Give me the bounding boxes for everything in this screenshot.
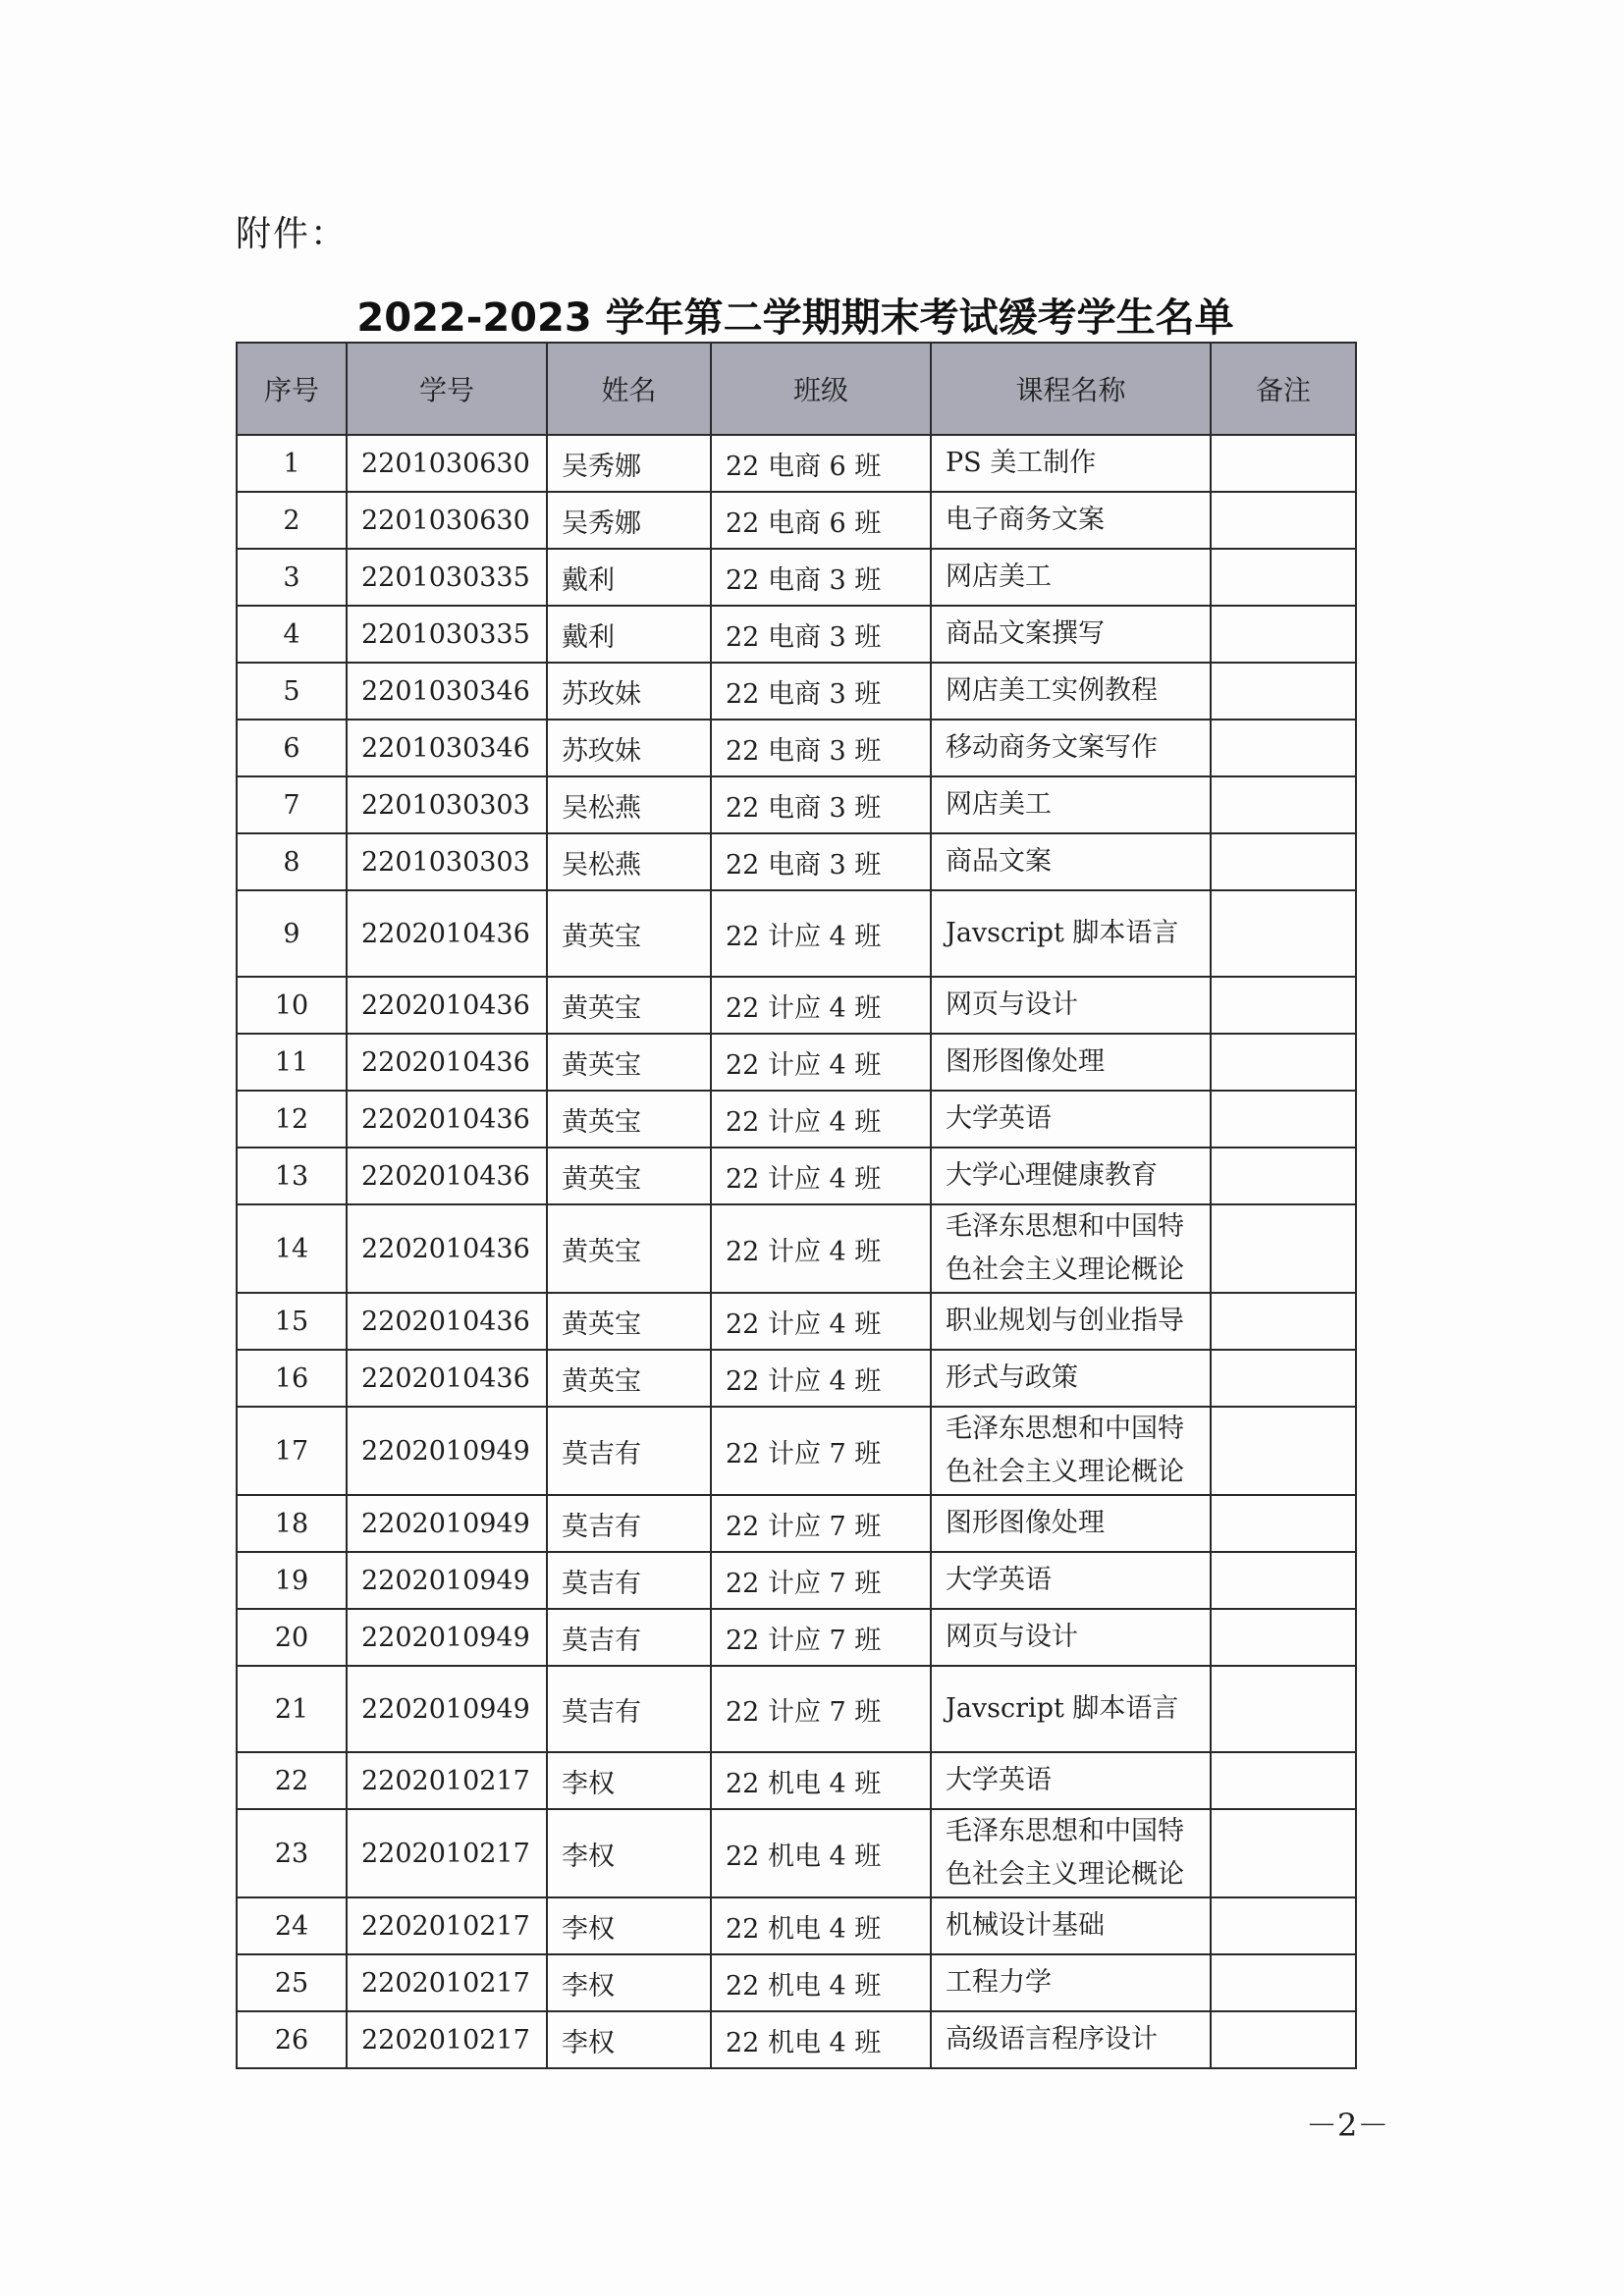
- cell-class: 22 计应 7 班: [711, 1495, 931, 1552]
- cell-class: 22 计应 4 班: [711, 1091, 931, 1148]
- cell-student-id: 2202010949: [347, 1609, 547, 1666]
- cell-course: 移动商务文案写作: [931, 720, 1211, 776]
- cell-class: 22 电商 6 班: [711, 492, 931, 549]
- cell-seq: 3: [237, 549, 347, 606]
- cell-remark: [1211, 435, 1356, 492]
- cell-course: 网店美工: [931, 549, 1211, 606]
- cell-name: 吴秀娜: [547, 492, 711, 549]
- cell-course: Javscript 脚本语言: [931, 890, 1211, 977]
- cell-seq: 12: [237, 1091, 347, 1148]
- cell-name: 李权: [547, 2011, 711, 2068]
- cell-seq: 9: [237, 890, 347, 977]
- table-row: [237, 1034, 1356, 1091]
- table-row: [237, 2011, 1356, 2068]
- cell-course: 商品文案撰写: [931, 606, 1211, 663]
- cell-name: 李权: [547, 1897, 711, 1954]
- cell-remark: [1211, 1495, 1356, 1552]
- cell-remark: [1211, 1809, 1356, 1897]
- cell-student-id: 2202010949: [347, 1666, 547, 1752]
- cell-course: 电子商务文案: [931, 492, 1211, 549]
- table-row: [237, 549, 1356, 606]
- cell-course: 网页与设计: [931, 977, 1211, 1034]
- cell-student-id: 2202010436: [347, 1148, 547, 1204]
- header-student-id: 学号: [347, 343, 547, 435]
- cell-course: 毛泽东思想和中国特色社会主义理论概论: [931, 1204, 1211, 1293]
- table-body: [237, 435, 1356, 2068]
- header-course: 课程名称: [931, 343, 1211, 435]
- table-row: [237, 1407, 1356, 1495]
- cell-seq: 11: [237, 1034, 347, 1091]
- cell-course: 网店美工实例教程: [931, 663, 1211, 720]
- table-row: [237, 1204, 1356, 1293]
- cell-student-id: 2201030303: [347, 776, 547, 833]
- table-row: [237, 1897, 1356, 1954]
- table-row: [237, 833, 1356, 890]
- cell-student-id: 2202010436: [347, 1204, 547, 1293]
- cell-course: 大学英语: [931, 1091, 1211, 1148]
- cell-name: 黄英宝: [547, 1350, 711, 1407]
- cell-course: 毛泽东思想和中国特色社会主义理论概论: [931, 1809, 1211, 1897]
- cell-student-id: 2202010949: [347, 1407, 547, 1495]
- cell-class: 22 计应 7 班: [711, 1407, 931, 1495]
- cell-student-id: 2202010217: [347, 1897, 547, 1954]
- cell-name: 吴松燕: [547, 833, 711, 890]
- cell-seq: 2: [237, 492, 347, 549]
- cell-class: 22 电商 3 班: [711, 606, 931, 663]
- table-row: [237, 1954, 1356, 2011]
- cell-student-id: 2202010217: [347, 1954, 547, 2011]
- cell-student-id: 2201030346: [347, 663, 547, 720]
- cell-remark: [1211, 1034, 1356, 1091]
- table-row: [237, 1752, 1356, 1809]
- cell-remark: [1211, 1897, 1356, 1954]
- cell-remark: [1211, 1609, 1356, 1666]
- table-row: [237, 435, 1356, 492]
- cell-course: 毛泽东思想和中国特色社会主义理论概论: [931, 1407, 1211, 1495]
- cell-remark: [1211, 977, 1356, 1034]
- table-row: [237, 776, 1356, 833]
- cell-name: 黄英宝: [547, 1034, 711, 1091]
- cell-course: 工程力学: [931, 1954, 1211, 2011]
- cell-class: 22 计应 4 班: [711, 977, 931, 1034]
- table-header-row: [237, 343, 1356, 435]
- table-row: [237, 1809, 1356, 1897]
- cell-seq: 19: [237, 1552, 347, 1609]
- cell-name: 莫吉有: [547, 1666, 711, 1752]
- cell-name: 李权: [547, 1809, 711, 1897]
- cell-course: 大学英语: [931, 1752, 1211, 1809]
- cell-seq: 15: [237, 1293, 347, 1350]
- cell-remark: [1211, 1204, 1356, 1293]
- cell-seq: 14: [237, 1204, 347, 1293]
- document-title: 2022-2023 学年第二学期期末考试缓考学生名单: [356, 295, 1234, 341]
- cell-class: 22 机电 4 班: [711, 1954, 931, 2011]
- cell-name: 李权: [547, 1752, 711, 1809]
- cell-class: 22 计应 7 班: [711, 1609, 931, 1666]
- cell-seq: 10: [237, 977, 347, 1034]
- cell-course: 图形图像处理: [931, 1495, 1211, 1552]
- attachment-label: 附件：: [236, 214, 349, 254]
- cell-name: 李权: [547, 1954, 711, 2011]
- cell-class: 22 机电 4 班: [711, 1809, 931, 1897]
- table-row: [237, 606, 1356, 663]
- cell-course: 图形图像处理: [931, 1034, 1211, 1091]
- cell-seq: 24: [237, 1897, 347, 1954]
- table-row: [237, 720, 1356, 776]
- cell-class: 22 电商 3 班: [711, 720, 931, 776]
- header-remark: 备注: [1211, 343, 1356, 435]
- cell-class: 22 计应 4 班: [711, 1034, 931, 1091]
- cell-class: 22 计应 7 班: [711, 1552, 931, 1609]
- cell-remark: [1211, 549, 1356, 606]
- cell-remark: [1211, 1350, 1356, 1407]
- cell-class: 22 电商 3 班: [711, 776, 931, 833]
- table-row: [237, 1609, 1356, 1666]
- cell-seq: 13: [237, 1148, 347, 1204]
- cell-student-id: 2201030630: [347, 492, 547, 549]
- cell-class: 22 电商 3 班: [711, 549, 931, 606]
- deferred-exam-student-table: [236, 342, 1357, 2069]
- cell-name: 莫吉有: [547, 1495, 711, 1552]
- cell-name: 苏玫妹: [547, 663, 711, 720]
- cell-class: 22 机电 4 班: [711, 1752, 931, 1809]
- cell-remark: [1211, 663, 1356, 720]
- cell-seq: 22: [237, 1752, 347, 1809]
- header-seq: 序号: [237, 343, 347, 435]
- cell-student-id: 2202010217: [347, 2011, 547, 2068]
- cell-student-id: 2201030303: [347, 833, 547, 890]
- cell-class: 22 计应 4 班: [711, 1148, 931, 1204]
- cell-remark: [1211, 720, 1356, 776]
- cell-course: 形式与政策: [931, 1350, 1211, 1407]
- cell-remark: [1211, 776, 1356, 833]
- cell-name: 黄英宝: [547, 1204, 711, 1293]
- cell-seq: 8: [237, 833, 347, 890]
- cell-student-id: 2201030630: [347, 435, 547, 492]
- table-row: [237, 1495, 1356, 1552]
- cell-seq: 5: [237, 663, 347, 720]
- cell-student-id: 2201030346: [347, 720, 547, 776]
- cell-remark: [1211, 1552, 1356, 1609]
- cell-course: 网页与设计: [931, 1609, 1211, 1666]
- cell-student-id: 2202010217: [347, 1752, 547, 1809]
- cell-seq: 1: [237, 435, 347, 492]
- cell-student-id: 2202010949: [347, 1495, 547, 1552]
- cell-name: 莫吉有: [547, 1407, 711, 1495]
- table-row: [237, 1091, 1356, 1148]
- cell-remark: [1211, 833, 1356, 890]
- cell-class: 22 机电 4 班: [711, 2011, 931, 2068]
- cell-seq: 16: [237, 1350, 347, 1407]
- cell-student-id: 2202010436: [347, 1091, 547, 1148]
- cell-name: 黄英宝: [547, 1293, 711, 1350]
- cell-student-id: 2201030335: [347, 606, 547, 663]
- cell-course: 大学心理健康教育: [931, 1148, 1211, 1204]
- cell-class: 22 电商 3 班: [711, 833, 931, 890]
- cell-name: 黄英宝: [547, 977, 711, 1034]
- header-class: 班级: [711, 343, 931, 435]
- cell-class: 22 计应 4 班: [711, 1350, 931, 1407]
- cell-remark: [1211, 492, 1356, 549]
- cell-name: 黄英宝: [547, 1091, 711, 1148]
- cell-seq: 25: [237, 1954, 347, 2011]
- cell-student-id: 2202010217: [347, 1809, 547, 1897]
- cell-remark: [1211, 1954, 1356, 2011]
- cell-remark: [1211, 2011, 1356, 2068]
- cell-name: 莫吉有: [547, 1609, 711, 1666]
- cell-class: 22 机电 4 班: [711, 1897, 931, 1954]
- cell-seq: 6: [237, 720, 347, 776]
- cell-student-id: 2202010949: [347, 1552, 547, 1609]
- cell-student-id: 2201030335: [347, 549, 547, 606]
- cell-name: 戴利: [547, 549, 711, 606]
- cell-class: 22 计应 4 班: [711, 890, 931, 977]
- table-row: [237, 890, 1356, 977]
- table-row: [237, 1552, 1356, 1609]
- cell-remark: [1211, 1293, 1356, 1350]
- page-number: －2－: [1306, 2107, 1389, 2144]
- cell-class: 22 电商 6 班: [711, 435, 931, 492]
- cell-course: 机械设计基础: [931, 1897, 1211, 1954]
- cell-seq: 20: [237, 1609, 347, 1666]
- cell-seq: 21: [237, 1666, 347, 1752]
- cell-seq: 26: [237, 2011, 347, 2068]
- table-row: [237, 977, 1356, 1034]
- cell-course: 大学英语: [931, 1552, 1211, 1609]
- cell-name: 黄英宝: [547, 890, 711, 977]
- cell-student-id: 2202010436: [347, 977, 547, 1034]
- cell-student-id: 2202010436: [347, 1293, 547, 1350]
- cell-course: 高级语言程序设计: [931, 2011, 1211, 2068]
- cell-remark: [1211, 890, 1356, 977]
- cell-class: 22 计应 4 班: [711, 1204, 931, 1293]
- cell-course: PS 美工制作: [931, 435, 1211, 492]
- cell-seq: 7: [237, 776, 347, 833]
- cell-name: 吴秀娜: [547, 435, 711, 492]
- cell-course: Javscript 脚本语言: [931, 1666, 1211, 1752]
- table-row: [237, 1148, 1356, 1204]
- cell-student-id: 2202010436: [347, 890, 547, 977]
- table-row: [237, 663, 1356, 720]
- table-row: [237, 492, 1356, 549]
- cell-course: 职业规划与创业指导: [931, 1293, 1211, 1350]
- cell-remark: [1211, 606, 1356, 663]
- cell-name: 吴松燕: [547, 776, 711, 833]
- cell-remark: [1211, 1666, 1356, 1752]
- cell-class: 22 计应 4 班: [711, 1293, 931, 1350]
- cell-name: 莫吉有: [547, 1552, 711, 1609]
- cell-class: 22 计应 7 班: [711, 1666, 931, 1752]
- cell-student-id: 2202010436: [347, 1034, 547, 1091]
- cell-remark: [1211, 1091, 1356, 1148]
- cell-class: 22 电商 3 班: [711, 663, 931, 720]
- cell-seq: 4: [237, 606, 347, 663]
- table-row: [237, 1350, 1356, 1407]
- cell-remark: [1211, 1752, 1356, 1809]
- cell-name: 戴利: [547, 606, 711, 663]
- cell-seq: 18: [237, 1495, 347, 1552]
- cell-name: 苏玫妹: [547, 720, 711, 776]
- cell-seq: 17: [237, 1407, 347, 1495]
- cell-course: 网店美工: [931, 776, 1211, 833]
- table-row: [237, 1293, 1356, 1350]
- cell-student-id: 2202010436: [347, 1350, 547, 1407]
- header-name: 姓名: [547, 343, 711, 435]
- cell-remark: [1211, 1407, 1356, 1495]
- cell-seq: 23: [237, 1809, 347, 1897]
- cell-remark: [1211, 1148, 1356, 1204]
- cell-name: 黄英宝: [547, 1148, 711, 1204]
- table-row: [237, 1666, 1356, 1752]
- cell-course: 商品文案: [931, 833, 1211, 890]
